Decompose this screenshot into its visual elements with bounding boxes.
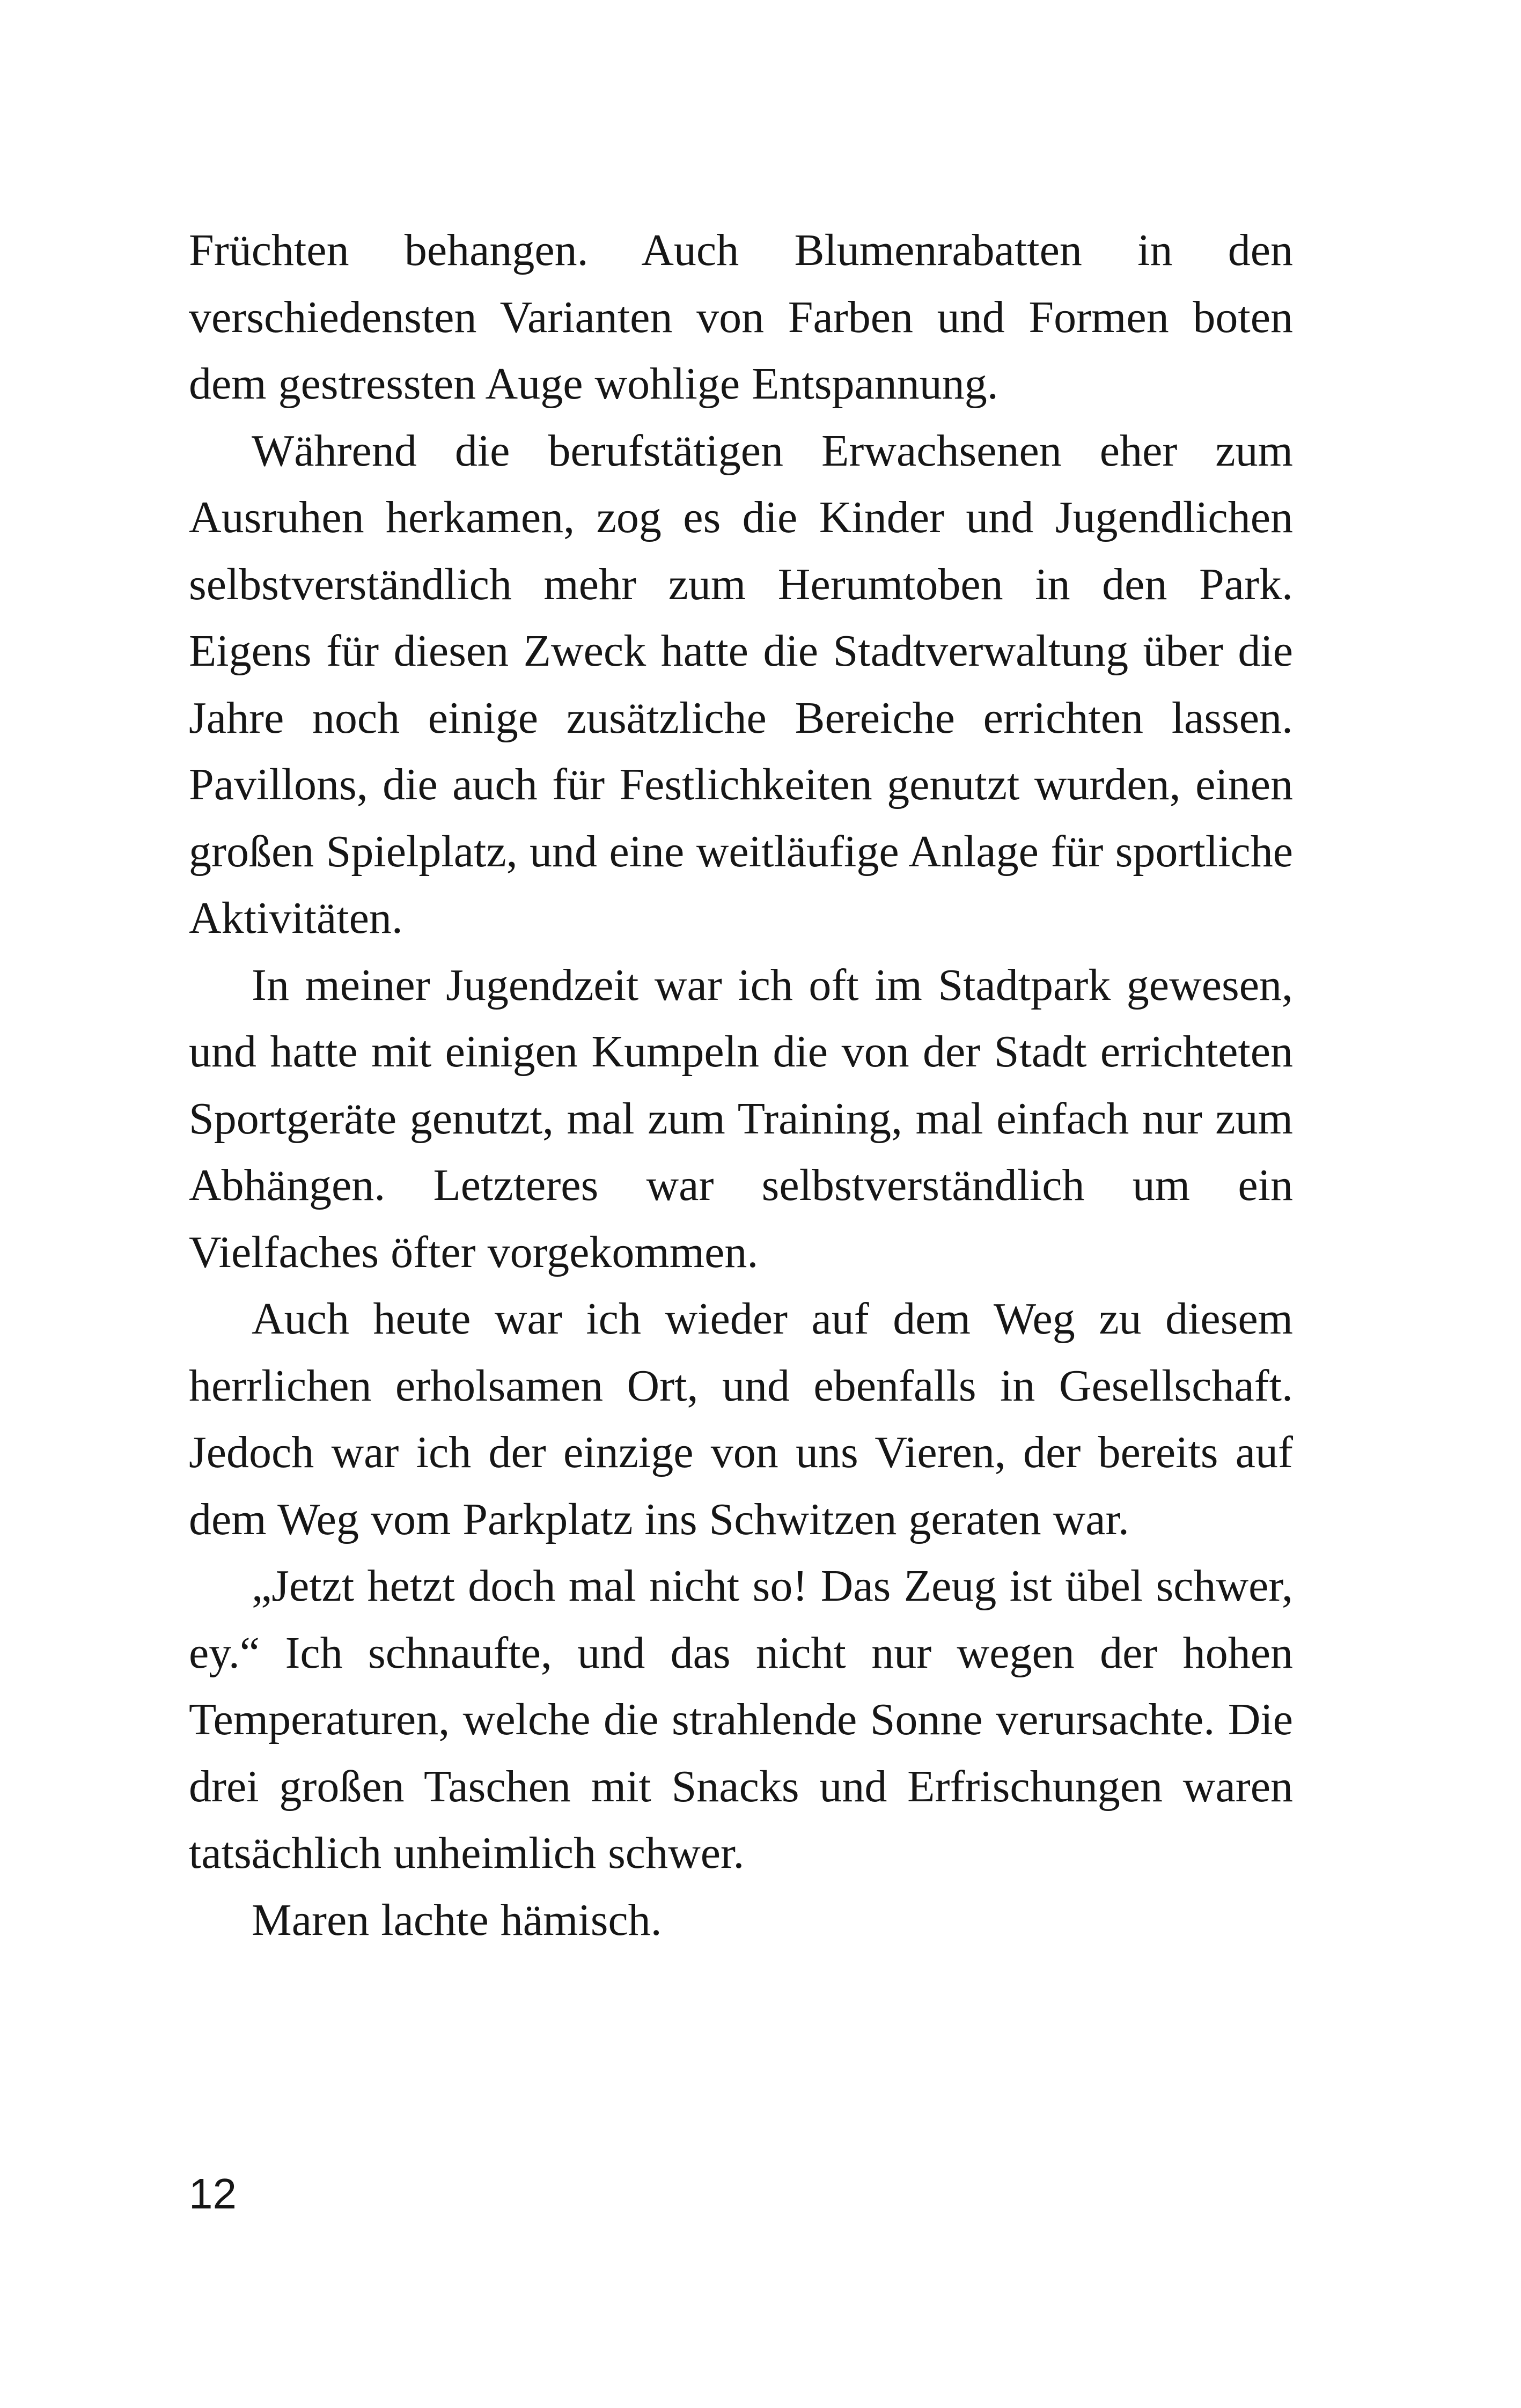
paragraph: Auch heute war ich wieder auf dem Weg zu diesem herrlichen erholsamen Ort, und ebenfalls in Gesellschaft. Jedoch war ich der einzige von uns Vieren, der bereits auf dem Weg vom Parkplatz ins Schwitzen geraten war. <box>189 1294 1293 1544</box>
paragraph: In meiner Jugendzeit war ich oft im Stadtpark gewesen, und hatte mit einigen Kumpeln die von der Stadt errichteten Sportgeräte genutzt, mal zum Training, mal einfach nur zum Abhängen. Letzteres war selbstverständlich um ein Vielfaches öfter vorgekommen. <box>189 960 1293 1277</box>
paragraph-continuation: Früchten behangen. Auch Blumenrabatten in den verschiedensten Varianten von Farben und Formen boten dem gestressten Auge wohlige Entspannung. <box>189 225 1293 409</box>
page-number: 12 <box>189 2170 237 2218</box>
paragraph: Maren lachte hämisch. <box>252 1895 662 1945</box>
paragraph: „Jetzt hetzt doch mal nicht so! Das Zeug ist übel schwer, ey.“ Ich schnaufte, und das nicht nur wegen der hohen Temperaturen, welche die strahlende Sonne verursachte. Die drei großen Taschen mit Snacks und Erfrischungen waren tatsächlich unheimlich schwer. <box>189 1561 1293 1878</box>
paragraph: Während die berufstätigen Erwachsenen eher zum Ausruhen herkamen, zog es die Kinder und Jugendlichen selbstverständlich mehr zum Herumtoben in den Park. Eigens für diesen Zweck hatte die Stadtverwaltung über die Jahre noch einige zusätzliche Bereiche errichten lassen. Pavillons, die auch für Festlichkeiten genutzt wurden, einen großen Spielplatz, und eine weitläufige Anlage für sportliche Aktivitäten. <box>189 425 1293 943</box>
body-text <box>189 217 1293 1954</box>
